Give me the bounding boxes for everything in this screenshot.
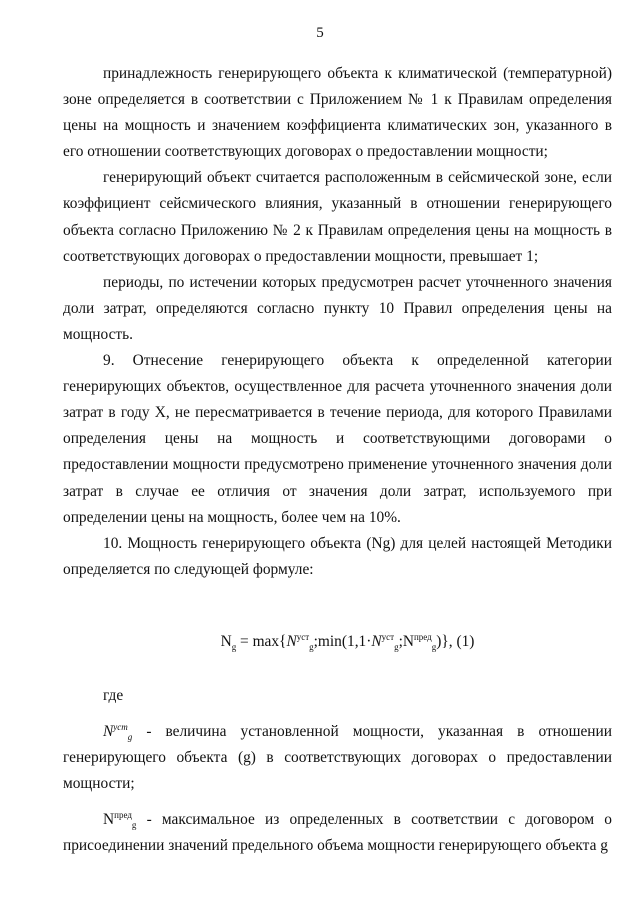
document-body <box>63 61 612 859</box>
paragraph-periods: периоды, по истечении которых предусмотрен расчет уточненного значения доли затрат, определяются согласно пункту 10 Правил определения цены на мощность. <box>63 273 612 343</box>
where-label: где <box>103 686 124 704</box>
symbol-n-pred: $N^{пред}_g$ <box>103 810 137 831</box>
paragraph-climate-zone: принадлежность генерирующего объекта к климатической (температурной) зоне определяется в соответствии с Приложением № 1 к Правилам определения цены на мощность и значением коэффициента климатических зон, указанного в его отношении соответствующих договорах о предоставлении мощности; <box>63 65 612 161</box>
paragraph-seismic-zone: генерирующий объект считается расположенным в сейсмической зоне, если коэффициент сейсмического влияния, указанный в отношении генерирующего объекта согласно Приложению № 2 к Правилам определения цены на мощность в соответствующих договорах о предоставлении мощности, превышает 1; <box>63 169 612 265</box>
paragraph-item-9: 9. Отнесение генерирующего объекта к определенной категории генерирующих объектов, осуществленное для расчета уточненного значения доли затрат в году X, не пересматривается в течение периода, для которого Правилами определения цены на мощность и соответствующими договорами о предоставлении мощности предусмотрено применение уточненного значения доли затрат в случае ее отличия от значения доли затрат, используемого при определении цены на мощность, более чем на 10%. <box>63 352 612 526</box>
page-number: 5 <box>316 25 324 41</box>
symbol-n-ust: $N^{уст}_g$ <box>103 721 133 743</box>
definition-n-pred: $N^{пред}_g$ - максимальное из определенных в соответствии с договором о присоединении значений предельного объема мощности генерирующего объекта g <box>63 810 612 855</box>
formula-1: $N_g$ = $\max\{N^{уст}_g;\min(1,1\cdot N^{уст}_g;N^{пред}_g)\}$, (1) <box>220 631 475 652</box>
definition-n-ust: $N^{уст}_g$ - величина установленной мощности, указанная в отношении генерирующего объекта (g) в соответствующих договорах о предоставлении мощности; <box>63 721 612 793</box>
paragraph-item-10: 10. Мощность генерирующего объекта (Ng) для целей настоящей Методики определяется по следующей формуле: <box>63 534 612 578</box>
